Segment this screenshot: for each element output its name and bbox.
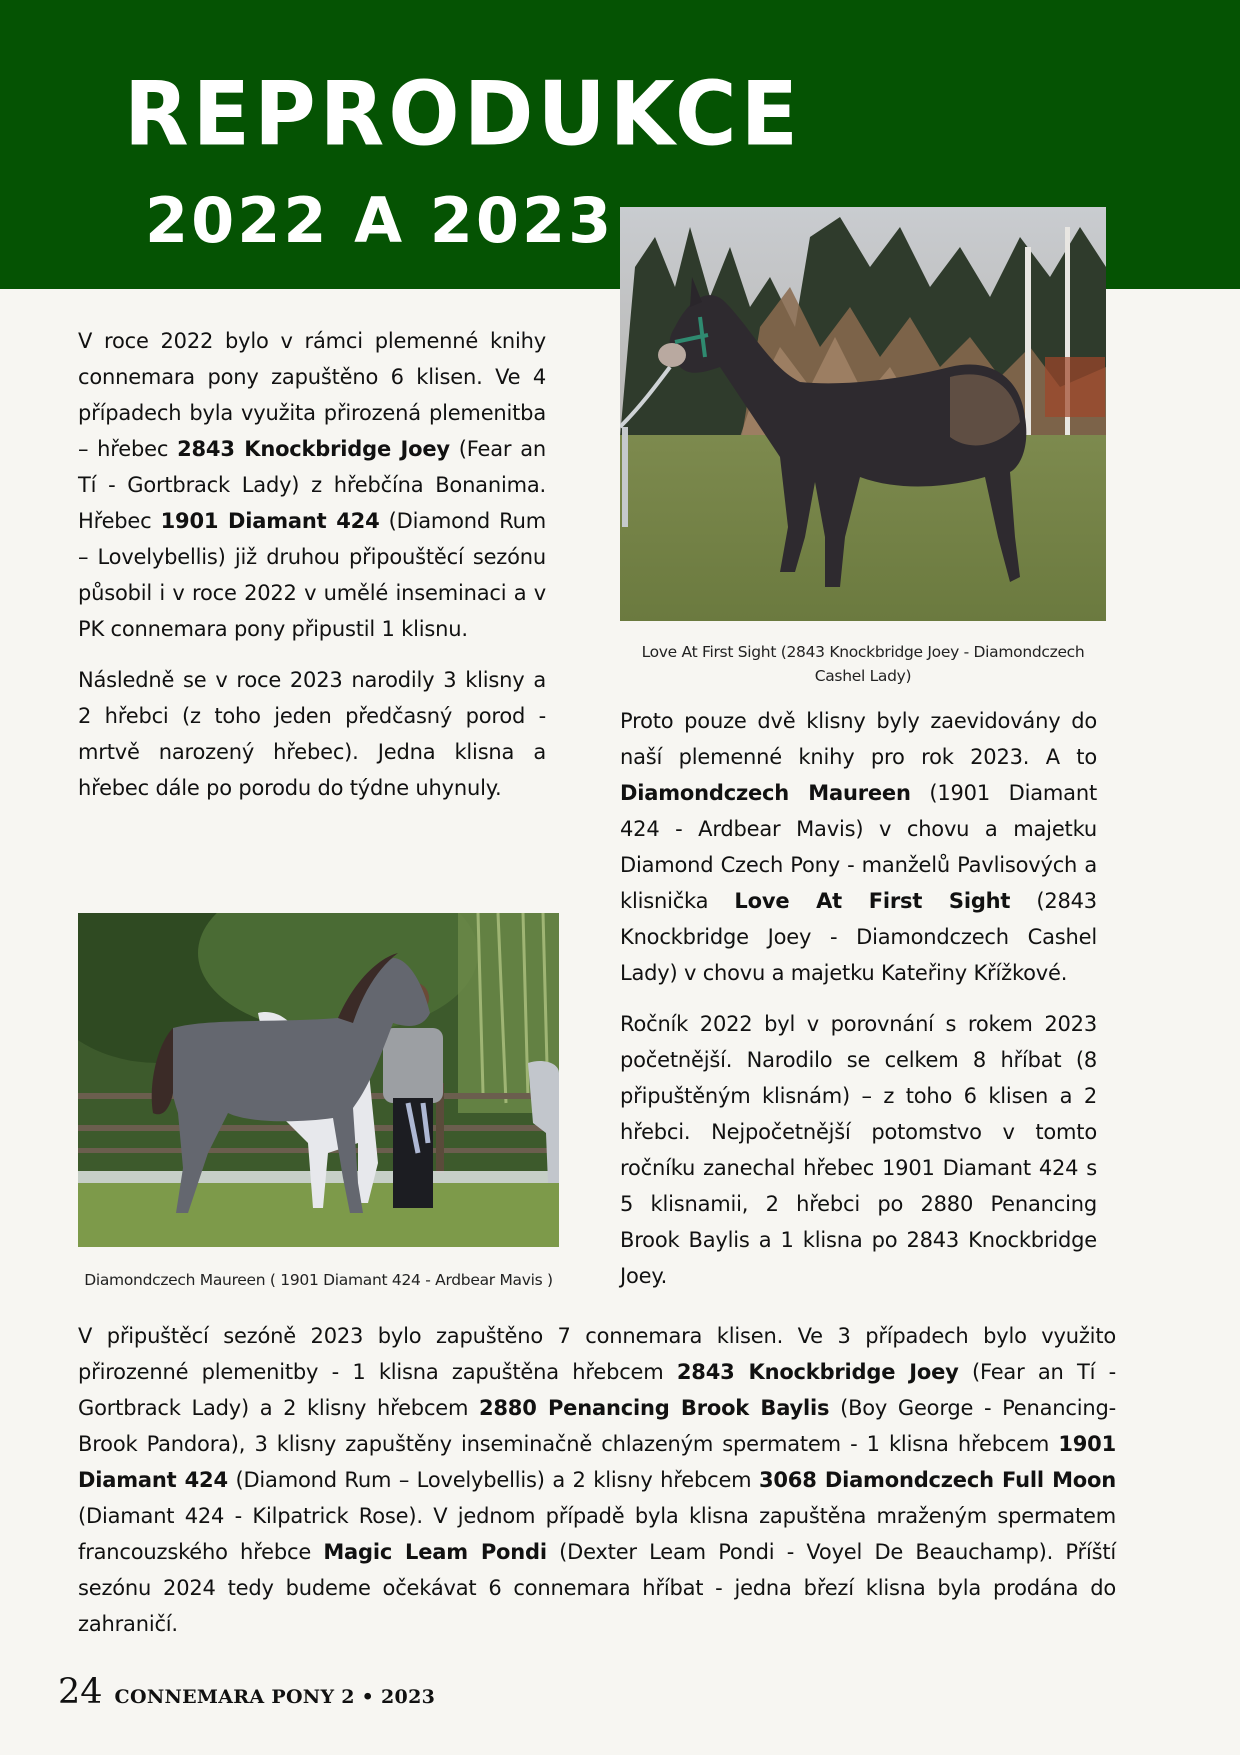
text-run: (Diamant 424 - Kilpatrick Rose). V jednom případě byla klisna zapuštěna mraženým spermatem francouzského hřebce [78,1504,1116,1564]
text-run: V roce 2022 bylo v rámci plemenné knihy connemara pony zapuštěno 6 klisen. Ve 4 případech byla využita přirozená plemenitba – hřebec [78,329,546,461]
diamondczech-maureen-photo [78,913,559,1247]
text-run: (Dexter Leam Pondi - Voyel De Beauchamp). Příští sezónu 2024 tedy budeme očekávat 6 connemara hříbat - jedna březí klisna byla prodána do zahraničí. [78,1540,1116,1636]
paragraph [78,662,546,806]
text-run: (Fear an Tí - Gortbrack Lady) a 2 klisny hřebcem [78,1360,1116,1420]
paragraph [78,1318,1116,1642]
full-width-text [78,1318,1116,1657]
foal-dark-bay-image [620,207,1106,621]
photo-caption-diamondczech-maureen: Diamondczech Maureen ( 1901 Diamant 424 - Ardbear Mavis ) [84,1271,553,1289]
text-run: Ročník 2022 byl v porovnání s rokem 2023 početnější. Narodilo se celkem 8 hříbat (8 připuštěným klisnám) – z toho 6 klisen a 2 hřebci. Nejpočetnější potomstvo v tomto ročníku zanechal hřebec 1901 Diamant 424 s 5 klisnamii, 2 hřebci po 2880 Penancing Brook Baylis a 1 klisna po 2843 Knockbridge Joey. [620,1012,1097,1288]
page-number: 24 [58,1672,103,1712]
text-run: (Diamond Rum – Lovelybellis) již druhou připouštěcí sezónu působil i v roce 2022 v umělé inseminaci a v PK connemara pony připustil 1 klisnu. [78,509,546,641]
page-title: REPRODUKCE [124,62,802,166]
text-run: V připuštěcí sezóně 2023 bylo zapuštěno 7 connemara klisen. Ve 3 případech bylo využito přirozenné plemenitby - 1 klisna zapuštěna hřebcem [78,1324,1116,1384]
bold-name: 1901 Diamant 424 [78,1432,1116,1492]
love-at-first-sight-photo [620,207,1106,621]
page-footer [58,1672,435,1712]
page-subtitle: 2022 A 2023 [145,184,615,257]
bold-name: 1901 Diamant 424 [160,509,380,533]
paragraph [620,703,1097,991]
text-run: (Boy George - Penancing-Brook Pandora), 3 klisny zapuštěny inseminačně chlazeným spermatem - 1 klisna hřebcem [78,1396,1116,1456]
bold-name: Magic Leam Pondi [323,1540,547,1564]
bold-name: Love At First Sight [734,889,1011,913]
foal-grey-image [78,913,559,1247]
publication-name: CONNEMARA PONY 2 • 2023 [114,1686,436,1708]
text-run: Proto pouze dvě klisny byly zaevidovány do naší plemenné knihy pro rok 2023. A to [620,709,1097,769]
paragraph [620,1006,1097,1294]
bold-name: Diamondczech Maureen [620,781,911,805]
photo-caption-love-at-first-sight: Love At First Sight (2843 Knockbridge Joey - Diamondczech Cashel Lady) [641,643,1085,685]
right-column-text [620,703,1097,1309]
bold-name: 2880 Penancing Brook Baylis [478,1396,830,1420]
text-run: (1901 Diamant 424 - Ardbear Mavis) v chovu a majetku Diamond Czech Pony - manželů Pavlisových a klisnička [620,781,1097,913]
bold-name: 2843 Knockbridge Joey [676,1360,959,1384]
text-run: Následně se v roce 2023 narodily 3 klisny a 2 hřebci (z toho jeden předčasný porod - mrtvě narozený hřebec). Jedna klisna a hřebec dále po porodu do týdne uhynuly. [78,668,546,800]
paragraph [78,323,546,647]
left-column-text [78,323,546,821]
bold-name: 2843 Knockbridge Joey [177,437,450,461]
text-run: (Diamond Rum – Lovelybellis) a 2 klisny hřebcem [227,1468,759,1492]
text-run: (Fear an Tí - Gortbrack Lady) z hřebčína Bonanima. Hřebec [78,437,546,533]
bold-name: 3068 Diamondczech Full Moon [758,1468,1116,1492]
text-run: (2843 Knockbridge Joey - Diamondczech Cashel Lady) v chovu a majetku Kateřiny Křížkové. [620,889,1097,985]
